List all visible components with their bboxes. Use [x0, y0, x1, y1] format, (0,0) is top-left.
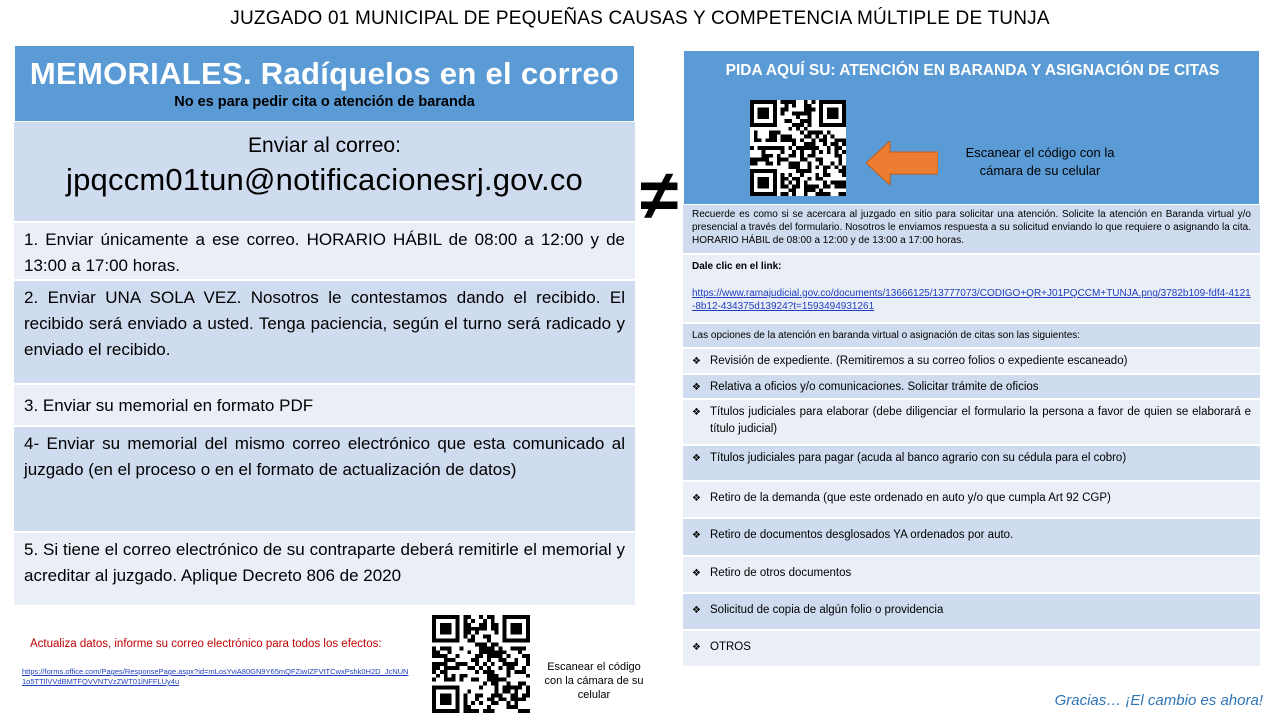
option-label: Títulos judiciales para elaborar (debe diligenciar el formulario la persona a favor de quien se elaborará e título judicial): [710, 406, 1251, 435]
scan-instruction: Escanear el código con la cámara de su celular: [965, 145, 1115, 178]
bullet-icon: ❖: [692, 453, 701, 464]
option-item: [683, 482, 1260, 519]
option-label: Retiro de la demanda (que este ordenado en auto y/o que cumpla Art 92 CGP): [710, 492, 1111, 504]
option-label: OTROS: [710, 641, 751, 653]
scan-instruction: Escanear el código con la cámara de su celular: [544, 661, 644, 701]
option-item: [683, 594, 1260, 631]
bullet-icon: ❖: [692, 493, 701, 504]
bullet-icon: ❖: [692, 382, 701, 393]
page-title: JUZGADO 01 MUNICIPAL DE PEQUEÑAS CAUSAS Y COMPETENCIA MÚLTIPLE DE TUNJA: [230, 8, 1050, 29]
update-data-link[interactable]: https://forms.office.com/Pages/ResponsePage.aspx?id=mLosYviA80GN9Y65mQFZiwIZFVtTCwxPshk0H2D_JcNUN1o5TTIlVVdBMTFQVVNTVzZWT01lNFFLUy4u: [22, 667, 409, 686]
instruction-item: 1. Enviar únicamente a ese correo. HORARIO HÁBIL de 08:00 a 12:00 y de 13:00 a 17:00 horas.: [14, 223, 635, 281]
instruction-item: 2. Enviar UNA SOLA VEZ. Nosotros le contestamos dando el recibido. El recibido será enviado a usted. Tenga paciencia, según el turno será radicado y enviado el recibido.: [14, 281, 635, 385]
option-label: Retiro de documentos desglosados YA ordenados por auto.: [710, 529, 1014, 541]
option-label: Relativa a oficios y/o comunicaciones. Solicitar trámite de oficios: [710, 381, 1039, 393]
bullet-icon: ❖: [692, 356, 701, 367]
option-label: Títulos judiciales para pagar (acuda al banco agrario con su cédula para el cobro): [710, 452, 1127, 464]
email-address[interactable]: jpqccm01tun@notificacionesrj.gov.co: [66, 162, 583, 197]
option-item: [683, 519, 1260, 557]
atencion-link-box: [683, 255, 1260, 324]
arrow-left-icon: [866, 141, 938, 185]
memoriales-panel: [14, 45, 635, 607]
bullet-icon: ❖: [692, 642, 701, 653]
option-item: [683, 349, 1260, 375]
email-box: [14, 122, 635, 223]
memoriales-header: [14, 45, 635, 122]
atencion-link[interactable]: https://www.ramajudicial.gov.co/documents/13666125/13777073/CODIGO+QR+J01PQCCM+TUNJA.png/3782b109-fdf4-4121-8b12-434375d13924?t=1593494931261: [692, 288, 1251, 312]
option-item: [683, 446, 1260, 482]
option-label: Revisión de expediente. (Remitiremos a su correo folios o expediente escaneado): [710, 355, 1128, 367]
bullet-icon: ❖: [692, 407, 701, 418]
thanks-message: Gracias… ¡El cambio es ahora!: [1054, 692, 1263, 709]
option-item: [683, 631, 1260, 668]
option-item: [683, 375, 1260, 400]
option-item: [683, 400, 1260, 446]
bullet-icon: ❖: [692, 530, 701, 541]
option-label: Retiro de otros documentos: [710, 567, 852, 579]
email-label: Enviar al correo:: [248, 134, 401, 157]
memoriales-subtitle: No es para pedir cita o atención de baranda: [174, 94, 475, 110]
instruction-item: 3. Enviar su memorial en formato PDF: [14, 385, 635, 427]
bullet-icon: ❖: [692, 568, 701, 579]
click-label: Dale clic en el link:: [692, 261, 782, 272]
atencion-title: PIDA AQUÍ SU: ATENCIÓN EN BARANDA Y ASIGNACIÓN DE CITAS: [725, 62, 1220, 79]
qr-code-icon[interactable]: [432, 615, 530, 713]
option-label: Solicitud de copia de algún folio o providencia: [710, 604, 944, 616]
options-intro: Las opciones de la atención en baranda virtual o asignación de citas son las siguientes:: [683, 324, 1260, 349]
not-equal-icon: ≠: [640, 156, 679, 234]
update-data-label: Actualiza datos, informe su correo electrónico para todos los efectos:: [30, 638, 382, 650]
bullet-icon: ❖: [692, 605, 701, 616]
instruction-item: 4- Enviar su memorial del mismo correo electrónico que esta comunicado al juzgado (en el proceso o en el formato de actualización de datos): [14, 427, 635, 533]
option-item: [683, 557, 1260, 594]
atencion-intro: Recuerde es como si se acercara al juzgado en sitio para solicitar una atención. Solicite la atención en Baranda virtual y/o presencial a través del formulario. Nosotros le enviamos respuesta a su solicitud enviando lo que requiere o asignando la cita. HORARIO HÁBIL de 08:00 a 12:00 y de 13:00 a 17:00 horas.: [683, 205, 1260, 255]
instruction-item: 5. Si tiene el correo electrónico de su contraparte deberá remitirle el memorial y acreditar al juzgado. Aplique Decreto 806 de 2020: [14, 533, 635, 607]
memoriales-title: MEMORIALES. Radíquelos en el correo: [29, 56, 620, 91]
qr-code-icon[interactable]: [750, 100, 846, 196]
